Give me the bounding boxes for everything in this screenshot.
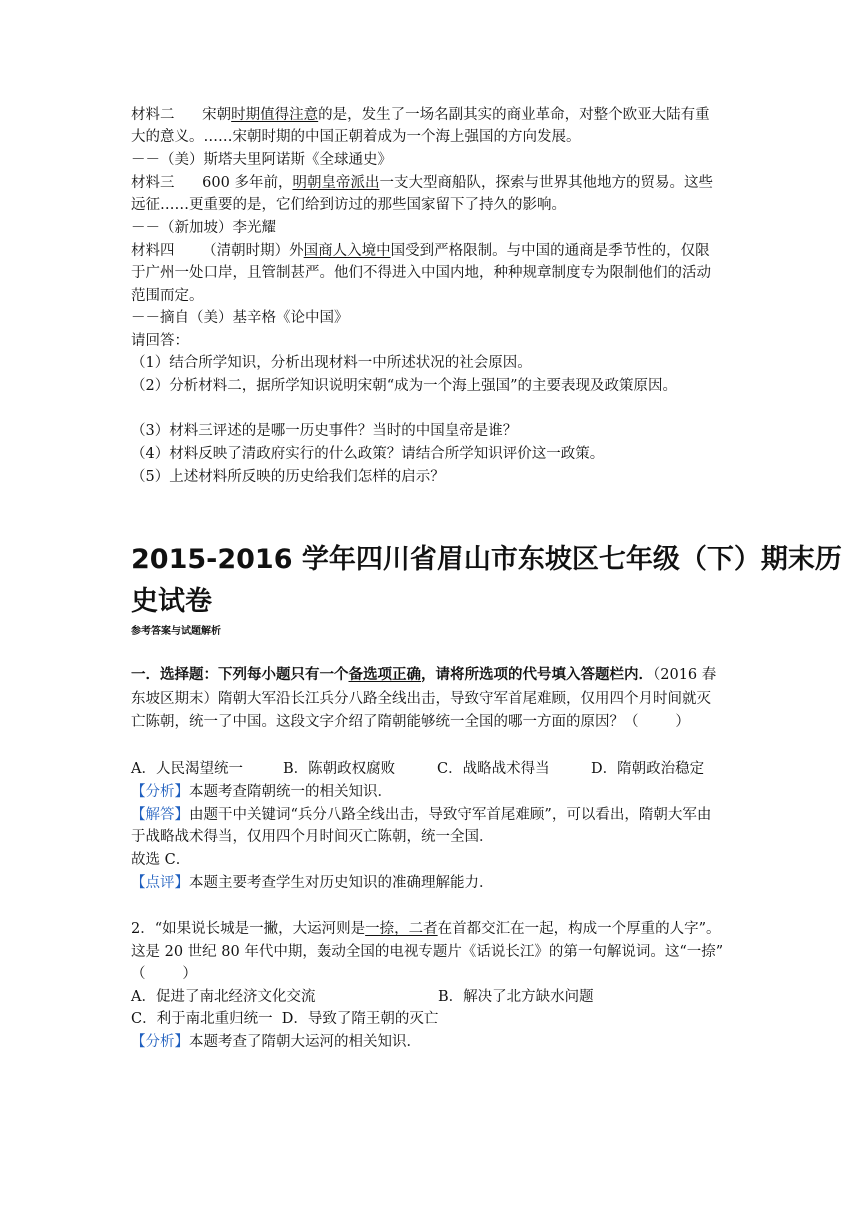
- question-3: （3）材料三评述的是哪一历史事件？当时的中国皇帝是谁？: [131, 423, 518, 439]
- answer-1-line-2: 于战略战术得当，仅用四个月时间灭亡陈朝，统一全国．: [131, 829, 494, 845]
- section-1-head-underlined: 备选项正确: [348, 666, 421, 683]
- questions-intro: 请回答：: [131, 333, 189, 349]
- material-2-source: －－（美）斯塔夫里阿诺斯《全球通史》: [131, 152, 392, 168]
- comment-tag: 【点评】: [131, 875, 189, 891]
- section-1-head-a: 一．选择题：下列每小题只有一个: [131, 666, 349, 683]
- material-4-label: 材料四: [131, 243, 175, 259]
- page-title-line-1: 2015-2016 学年四川省眉山市东坡区七年级（下）期末历: [131, 544, 842, 575]
- material-3-underlined: 明朝皇帝派出: [292, 175, 380, 191]
- material-2-line-2: 大的意义。……宋朝时期的中国正朝着成为一个海上强国的方向发展。: [131, 129, 581, 145]
- question-2-text-b: 在首都交汇在一起，构成一个厚重的人字”。: [437, 921, 721, 937]
- material-3-source: －－（新加坡）李光耀: [131, 220, 276, 236]
- material-4-underlined: 国商人入境中: [303, 243, 391, 259]
- option-c: C．战略战术得当: [437, 761, 550, 777]
- question-2-underlined: 一捺，二者: [365, 921, 438, 937]
- section-1-head-rest: （2016 春: [653, 667, 717, 683]
- option-a: A．人民渴望统一: [131, 761, 243, 777]
- material-2-text-a: 宋朝: [202, 107, 232, 123]
- question-2-option-b: B．解决了北方缺水问题: [438, 989, 594, 1005]
- question-1-line-3: 亡陈朝，统一了中国。这段文字介绍了隋朝能够统一全国的哪一方面的原因？（ ）: [131, 714, 690, 730]
- option-d: D．隋朝政治稳定: [591, 761, 705, 777]
- question-4: （4）材料反映了清政府实行的什么政策？请结合所学知识评价这一政策。: [131, 446, 605, 462]
- analysis-text: 本题考查隋朝统一的相关知识．: [189, 784, 392, 800]
- comment-1: [131, 872, 494, 894]
- material-4-line-3: 范围而定。: [131, 288, 204, 304]
- material-2-line-1: [131, 104, 710, 126]
- section-1-head-b: ，请将所选项的代号填入答题栏内．: [421, 666, 653, 683]
- material-4-line-1: [131, 240, 710, 262]
- material-4-text-b: 国受到严格限制。与中国的通商是季节性的，仅限: [390, 243, 710, 259]
- option-b: B．陈朝政权腐败: [283, 761, 396, 777]
- question-1: （1）结合所学知识，分析出现材料一中所述状况的社会原因。: [131, 355, 532, 371]
- material-4-text-a: （清朝时期）外: [202, 243, 304, 259]
- analysis-1: [131, 781, 392, 803]
- page-subtitle: 参考答案与试题解析: [131, 626, 221, 637]
- analysis-2-tag: 【分析】: [131, 1034, 189, 1050]
- question-2-option-c-d: C．利于南北重归统一 D．导致了隋王朝的灭亡: [131, 1011, 439, 1027]
- analysis-2-text: 本题考查了隋朝大运河的相关知识．: [189, 1034, 421, 1050]
- question-2-line-3: （ ）: [131, 966, 197, 982]
- question-1-line-2: 东坡区期末）隋朝大军沿长江兵分八路全线出击，导致守军首尾难顾，仅用四个月时间就灭: [131, 691, 711, 707]
- material-3-text-a: 600 多年前，: [202, 175, 293, 191]
- question-2-option-a: A．促进了南北经济文化交流: [131, 989, 316, 1005]
- answer-1-choice: 故选 C．: [131, 852, 191, 868]
- material-3-label: 材料三: [131, 175, 175, 191]
- material-3-text-b: 一支大型商船队，探索与世界其他地方的贸易。这些: [379, 175, 713, 191]
- material-3-line-2: 远征……更重要的是，它们给到访过的那些国家留下了持久的影响。: [131, 197, 566, 213]
- material-2-label: 材料二: [131, 107, 175, 123]
- material-2-text-b: 的是，发生了一场名副其实的商业革命，对整个欧亚大陆有重: [318, 107, 710, 123]
- comment-text: 本题主要考查学生对历史知识的准确理解能力．: [189, 875, 494, 891]
- material-4-source: －－摘自（美）基辛格《论中国》: [131, 310, 349, 326]
- page-title-line-2: 史试卷: [131, 586, 212, 617]
- question-2-line-1: [131, 918, 721, 940]
- analysis-tag: 【分析】: [131, 784, 189, 800]
- question-5: （5）上述材料所反映的历史给我们怎样的启示？: [131, 469, 445, 485]
- section-1-header: [131, 664, 716, 686]
- question-2: （2）分析材料二，据所学知识说明宋朝“成为一个海上强国”的主要表现及政策原因。: [131, 378, 678, 394]
- material-2-underlined: 时期值得注意: [231, 107, 319, 123]
- question-2-text-a: 2．“如果说长城是一撇，大运河则是: [131, 921, 366, 937]
- material-4-line-2: 于广州一处口岸，且管制甚严。他们不得进入中国内地，种种规章制度专为限制他们的活动: [131, 265, 711, 281]
- analysis-2: [131, 1031, 421, 1053]
- answer-tag: 【解答】: [131, 807, 189, 823]
- answer-text-1: 由题干中关键词“兵分八路全线出击，导致守军首尾难顾”，可以看出，隋朝大军由: [189, 807, 712, 823]
- question-2-line-2: 这是 20 世纪 80 年代中期，轰动全国的电视专题片《话说长江》的第一句解说词。这“一捺”: [131, 944, 724, 960]
- material-3-line-1: [131, 172, 713, 194]
- answer-1-line-1: [131, 804, 711, 826]
